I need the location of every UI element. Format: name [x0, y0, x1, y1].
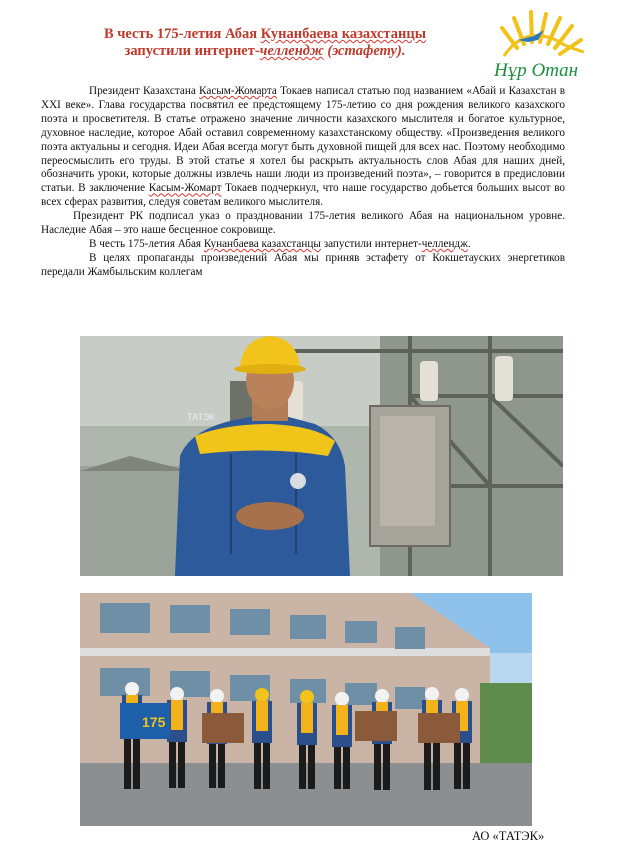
paragraph-3: В честь 175-летия Абая Кунанбаева казахстанцы запустили интернет-челлендж.: [89, 237, 471, 250]
team-photo: [80, 593, 532, 826]
title-line-2: запустили интернет-челлендж (эстафету).: [124, 43, 406, 59]
jacket-label: ТАТЭК: [187, 412, 215, 422]
nur-otan-logo: [484, 6, 588, 86]
worker-photo: [80, 336, 563, 576]
paragraph-2: Президент РК подписал указ о праздновании 175-летия великого Абая на национальном уровне. Наследие Абая – это наше бесценное сокровище.: [41, 210, 565, 237]
author-credit: АО «ТАТЭК»: [472, 829, 545, 843]
logo-text: Нұр Отан: [494, 60, 579, 81]
article-body: [41, 85, 565, 280]
title-line-1: В честь 175-летия Абая Кунанбаева казахстанцы: [103, 26, 427, 42]
sun-logo-icon: [484, 6, 588, 86]
paragraph-4: В целях пропаганды произведений Абая мы приняв эстафету от Кокшетауских энергетиков передали Жамбыльским коллегам: [41, 251, 565, 278]
paragraph-1: Президент Казахстана Касым-Жомарта Токаев написал статью под названием «Абай и Казахстан в XXI веке». Глава государства посвятил ее предстоящему 175-летию со дня рождения великого казахского поэта и просветителя. В статье отражено значение личности казахского мыслителя и богатое культурное, духовное наследие, которое Абай оставил современному казахстанскому обществу. «Произведения великого поэта актуальны и сегодня. Идеи Абая всегда могут быть духовной пищей для всех нас. Поэтому необходимо переосмыслить его труды. В этой статье я хотел бы раскрыть актуальность слов Абая для наших дней, обозначить уроки, которые должны извлечь наши люди из произведений поэта», – говорится в предисловии статьи. В заключение Касым-Жомарт Токаев подчеркнул, что наше государство добьется больших высот во всех сферах развития, следуя советам великого мыслителя.: [41, 85, 565, 209]
banner-number: 175: [142, 714, 166, 730]
article-title: [60, 26, 470, 60]
